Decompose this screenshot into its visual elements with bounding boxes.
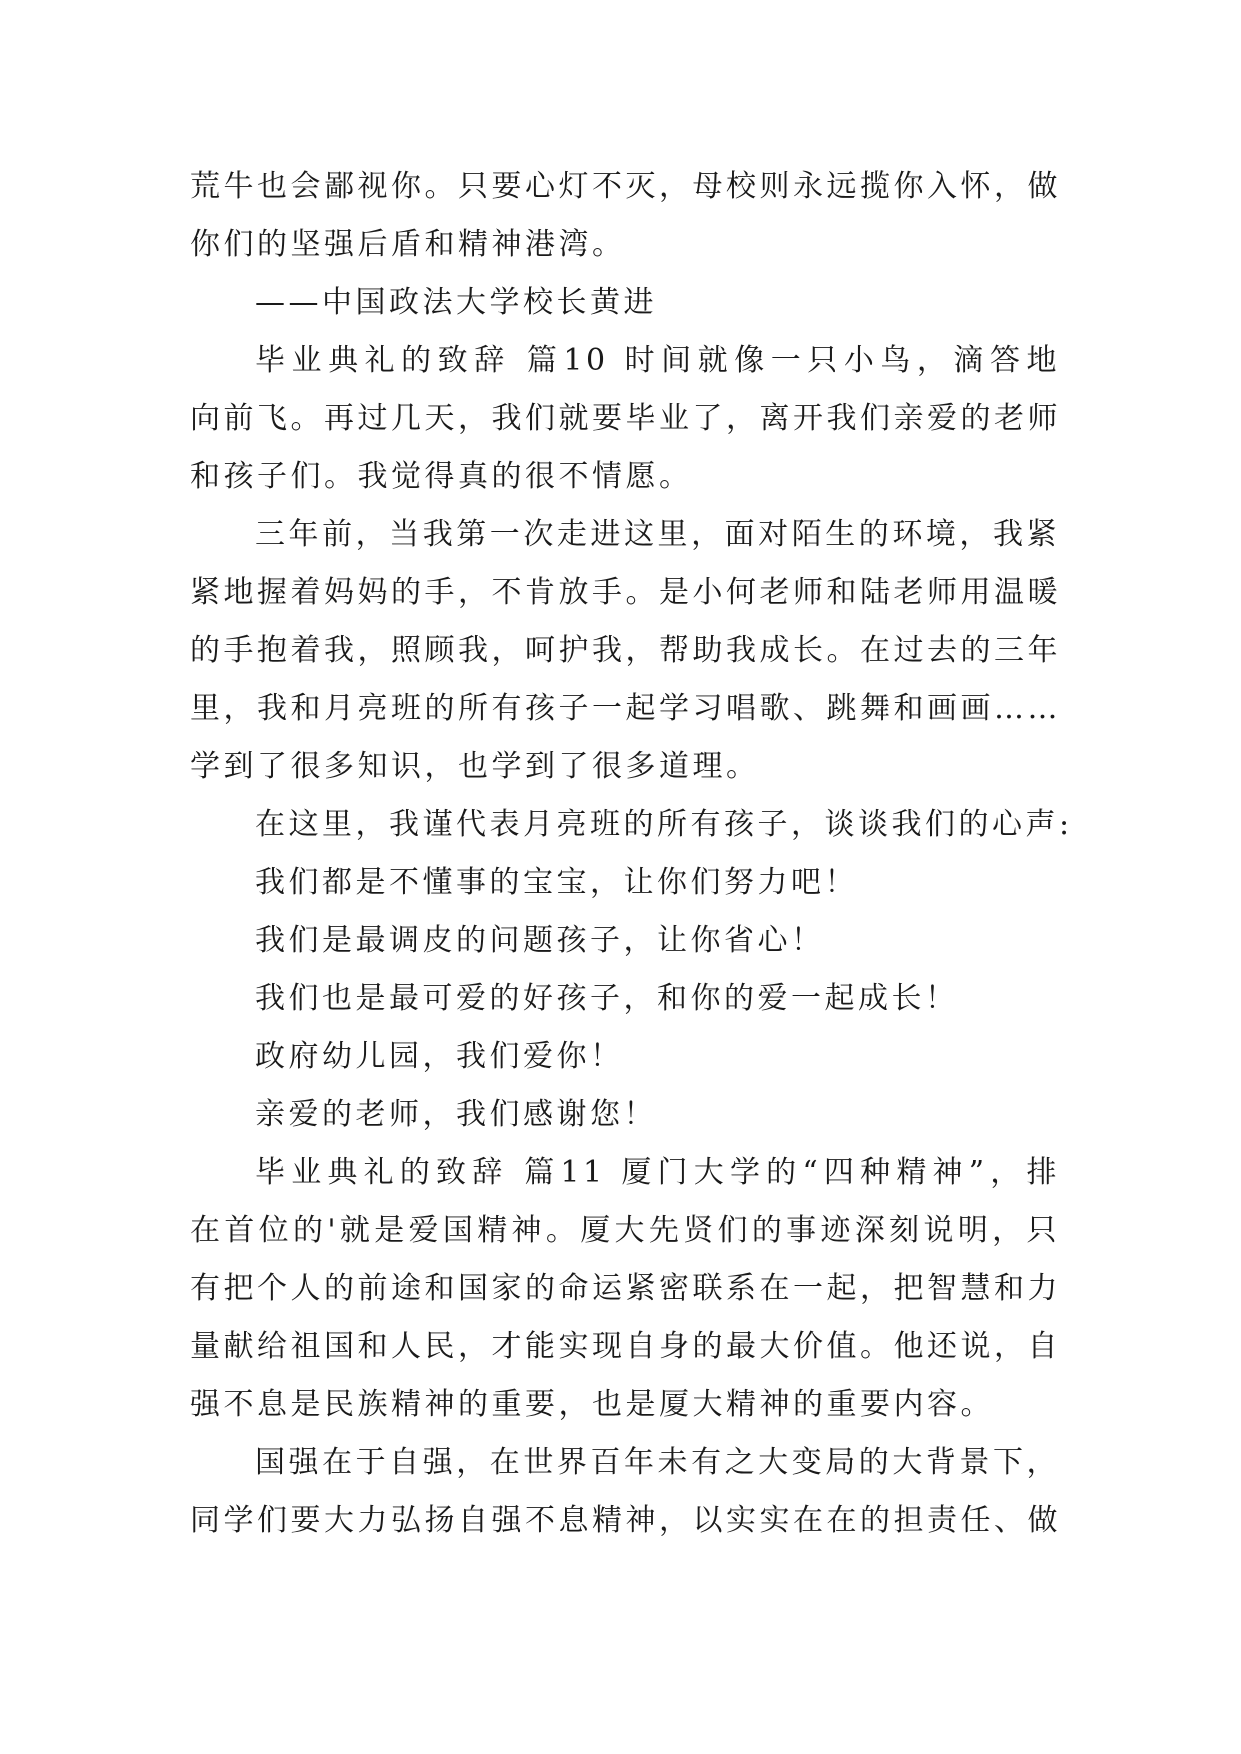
- text-line: 亲爱的老师，我们感谢您！: [255, 1097, 657, 1132]
- text-line: 在首位的'就是爱国精神。厦大先贤们的事迹深刻说明，只: [190, 1213, 1060, 1248]
- text-line: 紧地握着妈妈的手，不肯放手。是小何老师和陆老师用温暖: [190, 575, 1061, 610]
- text-line: 我们也是最可爱的好孩子，和你的爱一起成长！: [255, 981, 959, 1016]
- section-heading-line: 毕业典礼的致辞 篇10 时间就像一只小鸟，滴答地: [255, 343, 1060, 378]
- text-line: 政府幼儿园，我们爱你！: [255, 1039, 624, 1074]
- text-line: 在这里，我谨代表月亮班的所有孩子，谈谈我们的心声:: [255, 807, 1073, 842]
- text-line: 向前飞。再过几天，我们就要毕业了，离开我们亲爱的老师: [190, 401, 1061, 436]
- text-line: 强不息是民族精神的重要，也是厦大精神的重要内容。: [190, 1387, 994, 1422]
- text-line: 国强在于自强，在世界百年未有之大变局的大背景下，: [255, 1445, 1060, 1480]
- signature-line: ——中国政法大学校长黄进: [255, 285, 657, 320]
- text-line: 学到了很多知识，也学到了很多道理。: [190, 749, 760, 784]
- text-line: 的手抱着我，照顾我，呵护我，帮助我成长。在过去的三年: [190, 633, 1061, 668]
- text-line: 量献给祖国和人民，才能实现自身的最大价值。他还说，自: [190, 1329, 1061, 1364]
- text-line: 有把个人的前途和国家的命运紧密联系在一起，把智慧和力: [190, 1271, 1061, 1306]
- text-line: 三年前，当我第一次走进这里，面对陌生的环境，我紧: [255, 517, 1060, 552]
- section-heading-line: 毕业典礼的致辞 篇11 厦门大学的“四种精神”，排: [255, 1155, 1060, 1190]
- text-line: 我们是最调皮的问题孩子，让你省心！: [255, 923, 825, 958]
- text-line: 荒牛也会鄙视你。只要心灯不灭，母校则永远揽你入怀，做: [190, 169, 1061, 204]
- text-line: 你们的坚强后盾和精神港湾。: [190, 227, 626, 262]
- text-line: 里，我和月亮班的所有孩子一起学习唱歌、跳舞和画画……: [190, 691, 1061, 726]
- text-line: 同学们要大力弘扬自强不息精神，以实实在在的担责任、做: [190, 1503, 1061, 1538]
- text-line: 我们都是不懂事的宝宝，让你们努力吧！: [255, 865, 858, 900]
- document-body: [190, 158, 1073, 1550]
- text-line: 和孩子们。我觉得真的很不情愿。: [190, 459, 693, 494]
